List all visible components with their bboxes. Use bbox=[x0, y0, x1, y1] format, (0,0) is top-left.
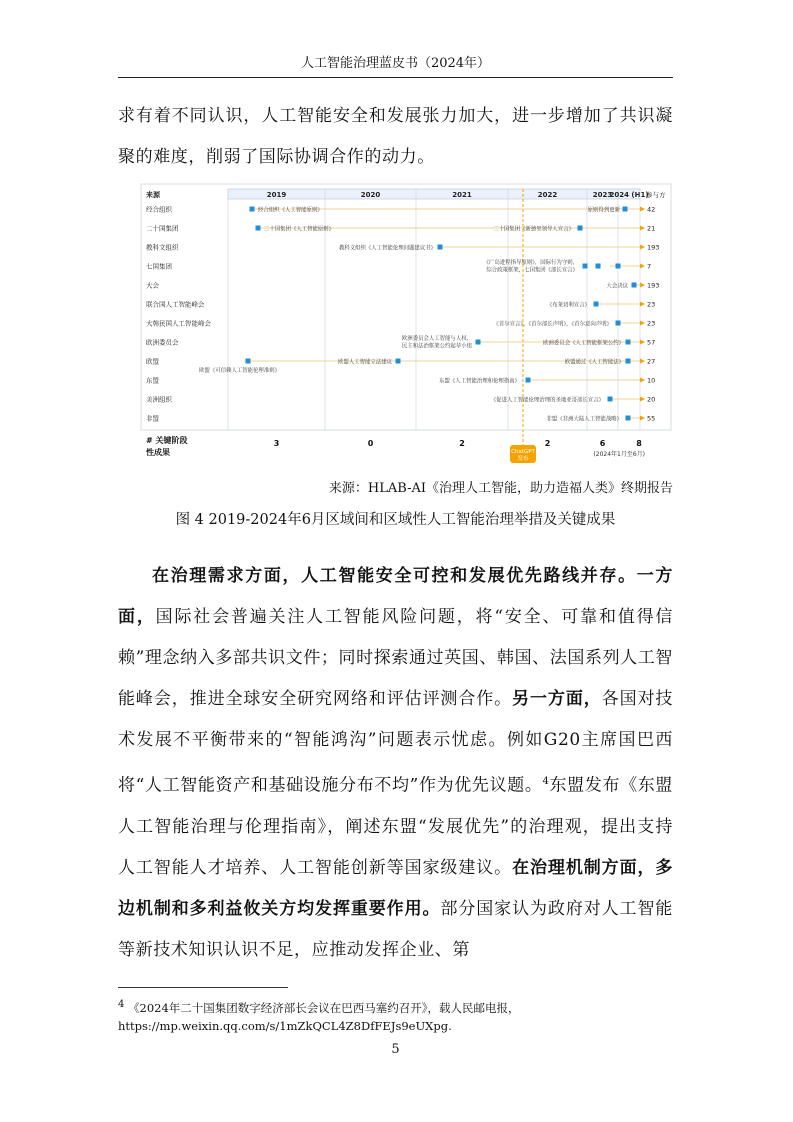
footnote-ref[interactable]: 4 bbox=[542, 776, 550, 787]
lead-bold: 在治理需求方面，人工智能安全可控和发展优先路线并存。一方面， bbox=[118, 566, 673, 627]
timeline-figure bbox=[140, 183, 672, 465]
event-marker-2-0 bbox=[438, 245, 443, 250]
row-label-7: 欧洲委员会 bbox=[146, 338, 179, 347]
row-participants-5: 23 bbox=[647, 300, 656, 309]
event-label-11-0: 非盟《非洲大陆人工智能战略》 bbox=[546, 416, 622, 423]
row-label-5: 联合国人工智能峰会 bbox=[146, 300, 205, 309]
year-label-3: 2022 bbox=[537, 191, 558, 199]
event-label-7-0-cont: 民主和法治框架公约起草小组 bbox=[401, 343, 472, 350]
year-label-0: 2019 bbox=[266, 191, 287, 199]
event-label-1-1: 二十国集团《新德里领导人宣言》 bbox=[493, 226, 574, 233]
event-marker-10-0 bbox=[608, 397, 613, 402]
event-label-3-0-cont: 综合政策框架，七国集团《部长宣言》 bbox=[486, 267, 578, 274]
event-label-0-0: 经合组织《人工智能原则》 bbox=[258, 207, 323, 214]
row-label-0: 经合组织 bbox=[146, 205, 172, 214]
event-marker-0-0 bbox=[250, 207, 255, 212]
milestone-count-3: 2 bbox=[544, 439, 551, 448]
event-label-10-0: 《促进人工智能伦理治理的圣地亚哥部长宣言》 bbox=[490, 397, 604, 404]
year-label-5: 2024 (H1) bbox=[609, 191, 649, 199]
row-label-1: 二十国集团 bbox=[146, 224, 179, 233]
row-participants-4: 193 bbox=[647, 281, 660, 290]
row-label-3: 七国集团 bbox=[146, 262, 172, 271]
milestone-count-0: 3 bbox=[273, 439, 280, 448]
milestone-count-2: 2 bbox=[459, 439, 465, 448]
event-label-2-0: 教科文组织《人工智能伦理问题建议书》 bbox=[338, 245, 436, 252]
page-number: 5 bbox=[391, 1042, 400, 1057]
intro-paragraph: 求有着不同认识，人工智能安全和发展张力加大，进一步增加了共识凝聚的难度，削弱了国际协调合作的动力。 bbox=[118, 106, 673, 167]
event-marker-7-0 bbox=[476, 340, 481, 345]
event-marker-1-1 bbox=[578, 226, 583, 231]
milestone-label-cont: 性成果 bbox=[146, 448, 170, 457]
event-marker-3-0 bbox=[583, 264, 588, 269]
row-participants-0: 42 bbox=[647, 205, 656, 214]
body-part-4: 部分国家认为政府对人工智能等新技术知识认识不足，应推动发挥企业、第 bbox=[118, 898, 673, 960]
body-part-3: 东盟发布《东盟人工智能治理与伦理指南》，阐述东盟“发展优先”的治理观，提出支持人工智能人才培养、人工智能创新等国家级建议。 bbox=[118, 775, 673, 878]
source-column-label: 来源 bbox=[146, 191, 160, 199]
chatgpt-badge-text: ChatGPT bbox=[511, 449, 535, 455]
milestone-label: # 关键阶段 bbox=[146, 436, 188, 445]
row-participants-9: 10 bbox=[647, 376, 656, 385]
event-label-1-0: 二十国集团《人工智能原则》 bbox=[264, 226, 335, 233]
event-label-0-1: 原则得到更新 bbox=[587, 207, 620, 214]
body-part-2: 各国对技术发展不平衡带来的“智能鸿沟”问题表示忧虑。例如G20主席国巴西将“人工智能资产和基础设施分布不均”作为优先议题。 bbox=[118, 689, 674, 796]
row-participants-11: 55 bbox=[647, 414, 656, 423]
event-marker-8-0 bbox=[246, 359, 251, 364]
row-label-9: 东盟 bbox=[146, 376, 159, 385]
row-label-4: 大会 bbox=[146, 281, 159, 290]
row-participants-2: 193 bbox=[647, 243, 660, 252]
row-participants-10: 20 bbox=[647, 395, 656, 404]
figure-source: 来源：HLAB-AI《治理人工智能，助力造福人类》终期报告 bbox=[328, 481, 673, 496]
footnote-marker: 4 bbox=[118, 999, 125, 1010]
footnote-url[interactable]: https://mp.weixin.qq.com/s/1mZkQCL4Z8DfFEJs9eUXpg. bbox=[118, 1018, 452, 1033]
footnote-rule bbox=[118, 987, 288, 988]
event-label-8-1: 欧盟人工智能立法建议 bbox=[338, 359, 392, 366]
row-participants-3: 7 bbox=[647, 262, 652, 271]
row-participants-8: 27 bbox=[647, 357, 656, 366]
event-marker-6-0 bbox=[616, 321, 621, 326]
event-marker-0-1 bbox=[623, 207, 628, 212]
timeline-chart bbox=[140, 183, 672, 465]
event-marker-3-1 bbox=[596, 264, 601, 269]
row-label-10: 美洲组织 bbox=[146, 395, 172, 404]
event-marker-8-2 bbox=[626, 359, 631, 364]
event-marker-11-0 bbox=[626, 416, 631, 421]
row-participants-7: 57 bbox=[647, 338, 656, 347]
year-label-4: 2023 bbox=[592, 191, 613, 199]
event-label-6-0: 《首尔宣言》，《首尔部长声明》，《首尔意向声明》 bbox=[493, 321, 612, 328]
event-label-8-0: 欧盟《可信赖人工智能伦理准则》 bbox=[199, 368, 280, 374]
figure-frame bbox=[141, 184, 671, 430]
row-label-8: 欧盟 bbox=[146, 357, 159, 366]
running-header: 人工智能治理蓝皮书（2024年） bbox=[118, 52, 673, 78]
event-label-9-0: 东盟《人工智能治理和伦理指南》 bbox=[439, 378, 520, 385]
event-marker-4-0 bbox=[632, 283, 637, 288]
event-marker-7-1 bbox=[626, 340, 631, 345]
milestone-count-5: 8 bbox=[636, 439, 642, 448]
row-label-2: 教科文组织 bbox=[146, 243, 179, 252]
event-marker-8-1 bbox=[396, 359, 401, 364]
mechanism-bold: 在治理机制方面，多边机制和多利益攸关方均发挥重要作用。 bbox=[118, 857, 673, 919]
footnote bbox=[118, 996, 673, 1035]
figure-caption: 图 4 2019-2024年6月区域间和区域性人工智能治理举措及关键成果 bbox=[175, 512, 616, 528]
event-label-4-0: 大会决议 bbox=[606, 283, 628, 290]
body-paragraph bbox=[118, 556, 673, 971]
body-part-1: 国际社会普遍关注人工智能风险问题，将“安全、可靠和值得信赖”理念纳入多部共识文件；同时探索通过英国、韩国、法国系列人工智能峰会，推进全球安全研究网络和评估评测合作。 bbox=[118, 607, 673, 709]
row-label-11: 非盟 bbox=[146, 414, 159, 423]
year-label-1: 2020 bbox=[360, 191, 381, 199]
row-participants-6: 23 bbox=[647, 319, 656, 328]
event-marker-9-0 bbox=[526, 378, 531, 383]
chatgpt-badge-text-2: 发布 bbox=[517, 456, 529, 462]
event-marker-5-0 bbox=[594, 302, 599, 307]
milestone-note: (2024年1月至6月) bbox=[593, 451, 645, 458]
participants-column-label: 参与方 bbox=[646, 191, 666, 199]
event-label-7-1: 欧洲委员会《人工智能框架公约》 bbox=[543, 340, 624, 347]
year-label-2: 2021 bbox=[452, 191, 472, 199]
row-participants-1: 21 bbox=[647, 224, 656, 233]
footnote-text: 《2024年二十国集团数字经济部长会议在巴西马塞约召开》，载人民邮电报， bbox=[128, 1000, 520, 1015]
event-label-7-0: 欧洲委员会人工智能与人权、 bbox=[401, 336, 472, 342]
event-marker-1-0 bbox=[256, 226, 261, 231]
row-label-6: 大韩民国人工智能峰会 bbox=[146, 319, 211, 328]
event-label-3-0: 《广岛进程指导原则》，国际行为守则， bbox=[483, 260, 578, 266]
event-label-5-0: 《布莱切利宣言》 bbox=[546, 302, 590, 309]
event-label-8-2: 欧盟通过《人工智能法》 bbox=[564, 359, 624, 366]
milestone-count-4: 6 bbox=[599, 439, 606, 448]
mid-bold: 另一方面， bbox=[512, 689, 602, 709]
event-marker-3-2 bbox=[616, 264, 621, 269]
year-header-band bbox=[228, 189, 640, 199]
milestone-count-1: 0 bbox=[367, 439, 374, 448]
